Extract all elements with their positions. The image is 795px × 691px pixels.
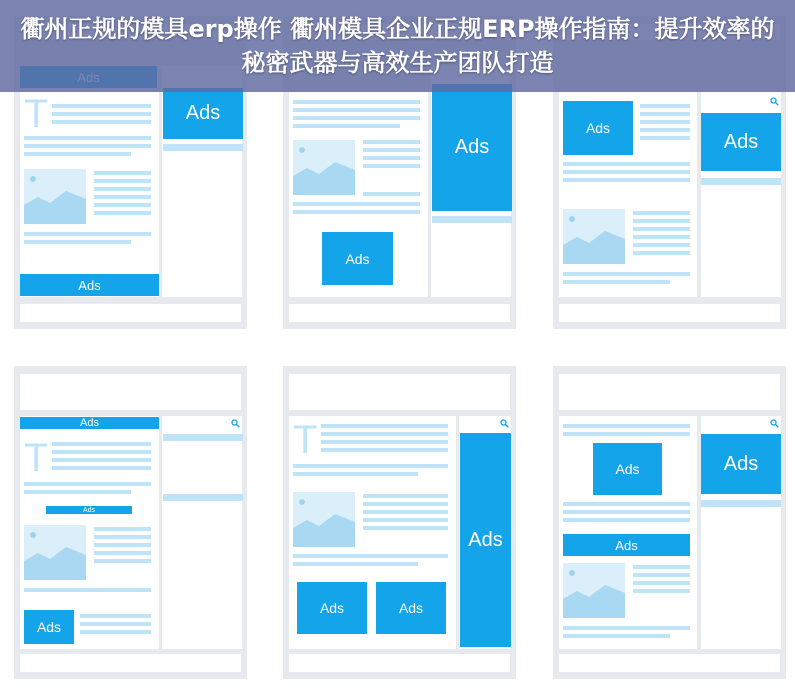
- text-line-placeholder: [52, 112, 151, 116]
- text-line-placeholder: [24, 136, 151, 140]
- text-line-placeholder: [293, 472, 418, 476]
- text-line-placeholder: [52, 458, 151, 462]
- text-line-placeholder: [633, 589, 690, 593]
- text-line-placeholder: [321, 440, 448, 444]
- text-line-placeholder: [24, 240, 131, 244]
- image-placeholder-icon: [563, 209, 625, 264]
- text-line-placeholder: [432, 216, 512, 223]
- text-line-placeholder: [640, 128, 690, 132]
- text-line-placeholder: [563, 432, 690, 436]
- text-line-placeholder: [563, 272, 690, 276]
- text-line-placeholder: [563, 280, 670, 284]
- text-line-placeholder: [640, 136, 690, 140]
- text-line-placeholder: [640, 120, 690, 124]
- ad-label: Ads: [585, 120, 611, 136]
- text-line-placeholder: [563, 178, 690, 182]
- ad-label: Ads: [345, 250, 370, 267]
- text-line-placeholder: [293, 210, 420, 214]
- text-line-placeholder: [633, 243, 690, 247]
- ad-skyscraper: [460, 433, 511, 647]
- ad-banner-mid: [563, 534, 690, 556]
- ad-sidebar: [701, 113, 781, 171]
- ad-inline-square: [593, 443, 662, 495]
- text-line-placeholder: [163, 434, 243, 441]
- text-glyph-icon: T: [24, 436, 49, 480]
- image-placeholder-icon: [293, 492, 355, 547]
- text-line-placeholder: [633, 565, 690, 569]
- search-icon: [231, 419, 240, 428]
- text-line-placeholder: [640, 104, 690, 108]
- ad-sidebar-tall: [432, 84, 512, 211]
- text-line-placeholder: [94, 195, 151, 199]
- text-line-placeholder: [563, 162, 690, 166]
- text-line-placeholder: [640, 112, 690, 116]
- text-line-placeholder: [94, 203, 151, 207]
- text-line-placeholder: [293, 554, 448, 558]
- ad-label: Ads: [82, 506, 96, 514]
- text-line-placeholder: [94, 551, 151, 555]
- text-line-placeholder: [52, 442, 151, 446]
- text-line-placeholder: [94, 543, 151, 547]
- text-line-placeholder: [24, 588, 151, 592]
- text-line-placeholder: [24, 152, 131, 156]
- ad-banner-bottom: [20, 274, 159, 296]
- text-line-placeholder: [633, 251, 690, 255]
- text-line-placeholder: [321, 432, 448, 436]
- text-line-placeholder: [633, 573, 690, 577]
- text-line-placeholder: [163, 494, 243, 501]
- text-line-placeholder: [293, 124, 400, 128]
- text-line-placeholder: [701, 500, 781, 507]
- text-line-placeholder: [563, 510, 690, 514]
- text-line-placeholder: [293, 116, 420, 120]
- search-icon: [770, 97, 779, 106]
- ad-label: Ads: [185, 102, 221, 124]
- text-line-placeholder: [701, 178, 781, 185]
- text-line-placeholder: [94, 535, 151, 539]
- text-line-placeholder: [163, 144, 243, 151]
- header-bar: [289, 374, 510, 410]
- ad-label: Ads: [36, 619, 62, 635]
- search-icon: [500, 419, 509, 428]
- sidebar: [162, 416, 242, 649]
- ad-label: Ads: [615, 461, 640, 477]
- image-placeholder-icon: [293, 140, 355, 195]
- text-line-placeholder: [52, 104, 151, 108]
- ad-label: Ads: [454, 136, 490, 158]
- text-line-placeholder: [52, 120, 151, 124]
- text-line-placeholder: [52, 466, 151, 470]
- ad-sidebar: [701, 434, 781, 494]
- text-line-placeholder: [293, 202, 420, 206]
- text-line-placeholder: [633, 581, 690, 585]
- text-line-placeholder: [293, 100, 420, 104]
- footer-bar: [289, 654, 510, 672]
- text-line-placeholder: [633, 227, 690, 231]
- text-line-placeholder: [80, 622, 151, 626]
- text-line-placeholder: [94, 559, 151, 563]
- text-glyph-icon: T: [24, 92, 49, 136]
- text-line-placeholder: [80, 614, 151, 618]
- text-line-placeholder: [363, 164, 420, 168]
- text-line-placeholder: [24, 490, 131, 494]
- page-title: 衢州正规的模具erp操作 衢州模具企业正规ERP操作指南：提升效率的秘密武器与高效生产团队打造: [20, 15, 775, 77]
- ad-square-content: [322, 232, 393, 285]
- ad-label: Ads: [468, 528, 503, 551]
- ad-label: Ads: [615, 537, 638, 553]
- text-line-placeholder: [563, 634, 670, 638]
- text-line-placeholder: [363, 156, 420, 160]
- layout-mockup-5: [283, 366, 516, 679]
- text-line-placeholder: [52, 450, 151, 454]
- text-line-placeholder: [80, 630, 151, 634]
- text-line-placeholder: [94, 211, 151, 215]
- text-line-placeholder: [293, 464, 448, 468]
- footer-bar: [559, 654, 780, 672]
- ad-label: Ads: [319, 600, 345, 616]
- footer-bar: [289, 304, 510, 322]
- text-line-placeholder: [563, 424, 690, 428]
- header-bar: [559, 374, 780, 410]
- ad-label: Ads: [398, 600, 424, 616]
- ad-square-left: [297, 582, 367, 634]
- ad-square-bottom: [24, 610, 74, 644]
- text-line-placeholder: [633, 211, 690, 215]
- text-line-placeholder: [563, 170, 690, 174]
- text-line-placeholder: [363, 494, 448, 498]
- text-line-placeholder: [363, 510, 448, 514]
- ad-label: Ads: [723, 130, 759, 153]
- ad-label: Ads: [80, 417, 99, 429]
- title-banner: [0, 0, 795, 92]
- ad-small-inline: [46, 506, 132, 514]
- text-line-placeholder: [94, 171, 151, 175]
- text-line-placeholder: [363, 192, 420, 196]
- text-line-placeholder: [363, 526, 448, 530]
- text-line-placeholder: [293, 562, 418, 566]
- image-placeholder-icon: [563, 563, 625, 618]
- text-line-placeholder: [363, 518, 448, 522]
- text-line-placeholder: [24, 232, 151, 236]
- ad-banner-top: [20, 417, 159, 429]
- text-line-placeholder: [94, 179, 151, 183]
- footer-bar: [20, 304, 241, 322]
- text-line-placeholder: [633, 235, 690, 239]
- text-line-placeholder: [363, 148, 420, 152]
- text-line-placeholder: [321, 424, 448, 428]
- ad-square-right: [376, 582, 446, 634]
- footer-bar: [20, 654, 241, 672]
- image-placeholder-icon: [24, 525, 86, 580]
- text-line-placeholder: [363, 140, 420, 144]
- text-line-placeholder: [321, 448, 448, 452]
- search-icon: [770, 419, 779, 428]
- text-line-placeholder: [24, 144, 151, 148]
- image-placeholder-icon: [24, 169, 86, 224]
- ad-inline-square: [563, 101, 633, 155]
- text-glyph-icon: T: [293, 418, 318, 462]
- text-line-placeholder: [94, 527, 151, 531]
- ad-label: Ads: [723, 452, 759, 475]
- text-line-placeholder: [363, 502, 448, 506]
- text-line-placeholder: [563, 502, 690, 506]
- text-line-placeholder: [563, 518, 690, 522]
- text-line-placeholder: [24, 482, 151, 486]
- text-line-placeholder: [563, 626, 690, 630]
- text-line-placeholder: [293, 108, 420, 112]
- ad-sidebar: [163, 88, 243, 139]
- text-line-placeholder: [633, 219, 690, 223]
- layout-mockup-6: [553, 366, 786, 679]
- footer-bar: [559, 304, 780, 322]
- layout-mockup-4: [14, 366, 247, 679]
- ad-label: Ads: [78, 277, 101, 293]
- header-bar: [20, 374, 241, 410]
- text-line-placeholder: [94, 187, 151, 191]
